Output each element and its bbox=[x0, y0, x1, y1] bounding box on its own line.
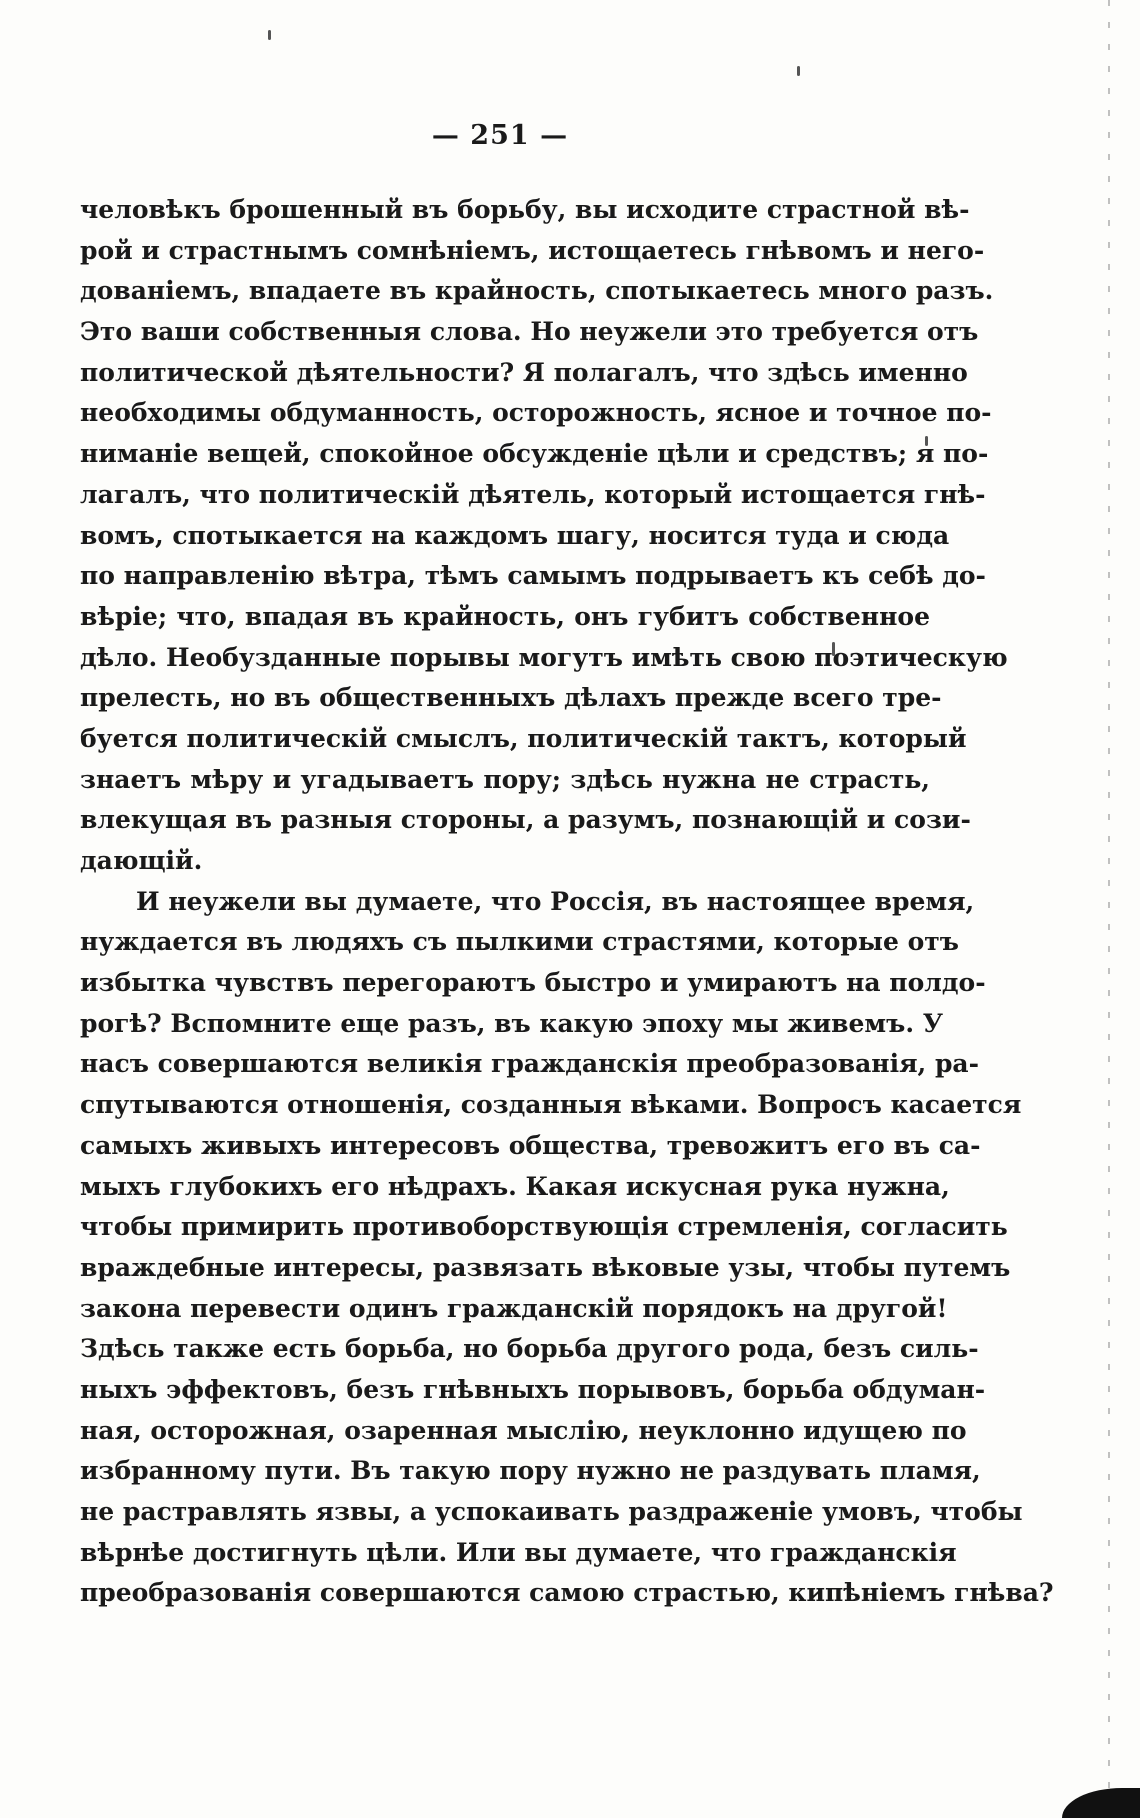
text-line: Это ваши собственныя слова. Но неужели это требуется отъ bbox=[80, 317, 979, 347]
text-line: человѣкъ брошенный въ борьбу, вы исходите страстной вѣ- bbox=[80, 195, 970, 224]
text-line: закона перевести одинъ гражданскій порядокъ на другой! bbox=[80, 1293, 948, 1323]
body-text bbox=[80, 190, 1054, 1614]
text-line: ная, осторожная, озаренная мыслію, неуклонно идущею по bbox=[80, 1415, 967, 1445]
text-line: преобразованія совершаются самою страстью, кипѣніемъ гнѣва? bbox=[80, 1578, 1054, 1608]
text-line: рой и страстнымъ сомнѣніемъ, истощаетесь гнѣвомъ и него- bbox=[80, 235, 985, 265]
text-line: лагалъ, что политическій дѣятель, который истощается гнѣ- bbox=[80, 479, 986, 509]
text-line: насъ совершаются великія гражданскія преобразованія, ра- bbox=[80, 1049, 979, 1079]
text-line: ниманіе вещей, спокойное обсужденіе цѣли и средствъ; я по- bbox=[80, 439, 989, 469]
text-line: дѣло. Необузданные порывы могутъ имѣть свою поэтическую bbox=[80, 642, 1008, 672]
text-line: чтобы примирить противоборствующія стремленія, согласить bbox=[80, 1212, 1008, 1242]
scan-speck bbox=[797, 66, 800, 76]
text-line: Здѣсь также есть борьба, но борьба другого рода, безъ силь- bbox=[80, 1334, 979, 1364]
text-line: буется политическій смыслъ, политическій тактъ, который bbox=[80, 723, 967, 753]
paragraph-start-line: И неужели вы думаете, что Россія, въ настоящее время, bbox=[136, 886, 975, 916]
text-line: дованіемъ, впадаете въ крайность, спотыкаетесь много разъ. bbox=[80, 276, 994, 306]
scan-speck bbox=[268, 30, 271, 40]
text-line: самыхъ живыхъ интересовъ общества, тревожитъ его въ са- bbox=[80, 1130, 981, 1160]
text-line: по направленію вѣтра, тѣмъ самымъ подрываетъ къ себѣ до- bbox=[80, 561, 986, 591]
text-line: прелесть, но въ общественныхъ дѣлахъ прежде всего тре- bbox=[80, 683, 942, 713]
text-line: дающій. bbox=[80, 846, 203, 875]
text-line: избранному пути. Въ такую пору нужно не раздувать пламя, bbox=[80, 1456, 981, 1486]
scan-margin-rule bbox=[1108, 0, 1110, 1818]
text-line: необходимы обдуманность, осторожность, ясное и точное по- bbox=[80, 398, 992, 428]
text-line: ныхъ эффектовъ, безъ гнѣвныхъ порывовъ, борьба обдуман- bbox=[80, 1374, 986, 1404]
text-line: не растравлять язвы, а успокаивать раздраженіе умовъ, чтобы bbox=[80, 1497, 1023, 1526]
page-number: — 251 — bbox=[431, 120, 569, 151]
text-line: мыхъ глубокихъ его нѣдрахъ. Какая искусная рука нужна, bbox=[80, 1171, 950, 1201]
text-line: враждебные интересы, развязать вѣковые узы, чтобы путемъ bbox=[80, 1252, 1011, 1282]
text-line: вомъ, спотыкается на каждомъ шагу, носится туда и сюда bbox=[80, 520, 950, 550]
text-line: вѣрнѣе достигнуть цѣли. Или вы думаете, что гражданскія bbox=[80, 1537, 957, 1567]
text-line: знаетъ мѣру и угадываетъ пору; здѣсь нужна не страсть, bbox=[80, 764, 930, 794]
text-line: избытка чувствъ перегораютъ быстро и умираютъ на полдо- bbox=[80, 968, 986, 998]
text-line: рогѣ? Вспомните еще разъ, въ какую эпоху мы живемъ. У bbox=[80, 1008, 944, 1038]
text-line: вѣріе; что, впадая въ крайность, онъ губитъ собственное bbox=[80, 601, 930, 631]
text-line: нуждается въ людяхъ съ пылкими страстями, которые отъ bbox=[80, 927, 959, 957]
text-line: спутываются отношенія, созданныя вѣками. Вопросъ касается bbox=[80, 1090, 1022, 1120]
text-line: влекущая въ разныя стороны, а разумъ, познающій и сози- bbox=[80, 805, 971, 835]
text-line: политической дѣятельности? Я полагалъ, что здѣсь именно bbox=[80, 357, 968, 387]
scan-corner-mark bbox=[1062, 1788, 1140, 1818]
